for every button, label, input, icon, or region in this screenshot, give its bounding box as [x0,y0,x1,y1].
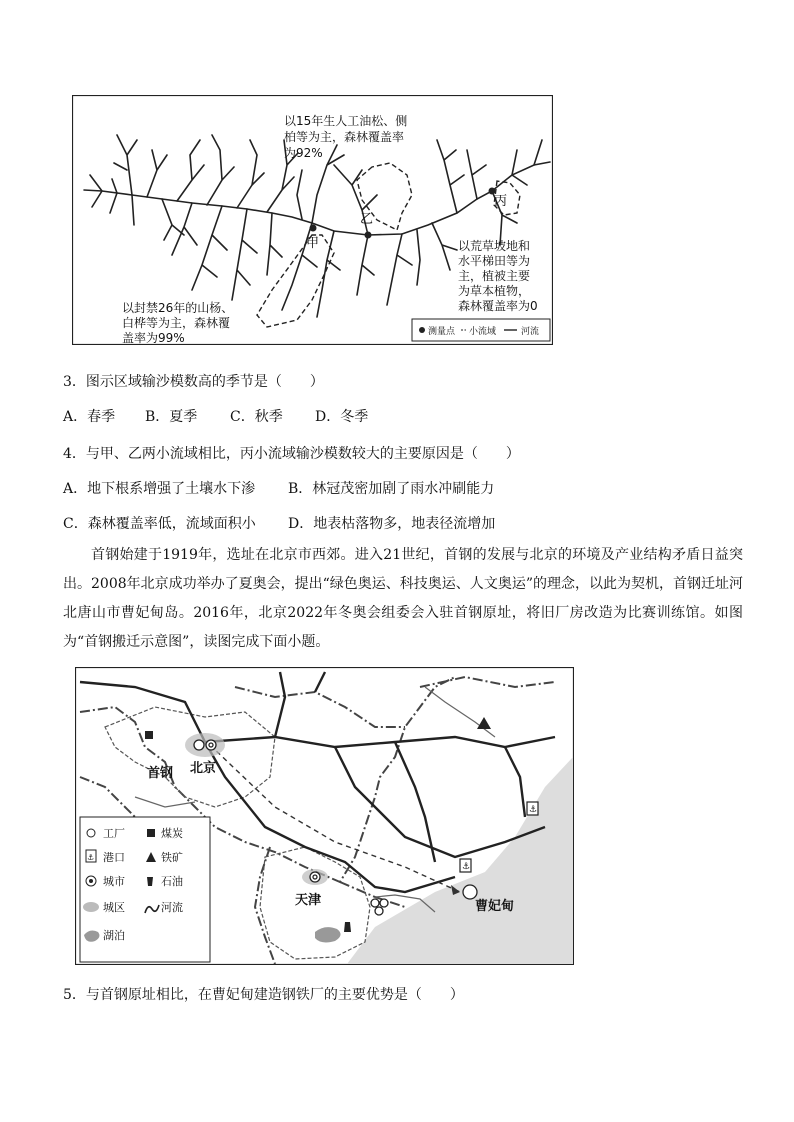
annot-right-line1: 以荒草坡地和 [458,239,531,253]
coal-marker [145,731,153,739]
annot-bottom-line2: 白桦等为主，森林覆 [122,316,231,330]
legend-port: 港口 [103,851,125,864]
svg-text:⚓: ⚓ [462,862,471,872]
svg-text:⚓: ⚓ [529,805,538,815]
legend-fig1 [412,319,550,341]
figure-shougang-map [75,667,574,965]
oil-marker [344,922,351,932]
q4-option-b: B．林冠茂密加剧了雨水冲刷能力 [288,481,495,497]
label-tianjin: 天津 [295,893,322,908]
annot-top-line1: 以15年生人工油松、侧 [284,114,408,128]
q4-option-d: D．地表枯落物多，地表径流增加 [288,516,496,532]
legend-iron: 铁矿 [161,851,183,864]
annot-bottom-line3: 盖率为99% [122,331,185,345]
beijing-urban [185,733,225,757]
annot-top-line2: 柏等为主，森林覆盖率 [284,130,405,144]
annot-right-line4: 为草本植物， [458,284,531,298]
station-yi [365,232,372,239]
svg-text:⚓: ⚓ [87,853,95,862]
annot-top-line3: 为92% [284,146,323,160]
q3-option-c: C．秋季 [230,409,283,425]
legend-oil: 石油 [161,875,183,888]
figure-river-basins [72,95,553,345]
q5-stem: 5．与首钢原址相比，在曹妃甸建造钢铁厂的主要优势是（ ） [63,987,464,1003]
annot-bottom-line1: 以封禁26年的山杨、 [122,301,234,315]
label-shougang: 首钢 [147,766,174,781]
q3-stem: 3．图示区域输沙模数高的季节是（ ） [63,374,324,390]
legend-coal: 煤炭 [161,827,183,840]
legend-lake: 湖泊 [103,929,125,942]
legend-river-label: 河流 [521,327,540,337]
q3-option-b: B．夏季 [145,409,198,425]
legend-river: 河流 [161,901,183,914]
legend-fig2 [80,817,210,962]
annot-right-line3: 主，植被主要 [458,269,531,283]
annot-right-line2: 水平梯田等为 [458,254,531,268]
q3-option-d: D．冬季 [315,409,369,425]
station-jia [310,225,317,232]
label-caofeidian: 曹妃甸 [475,899,515,914]
svg-text:以荒草坡地和 水平梯田等为 主，植被主要 [458,238,538,313]
label-yi: 乙 [360,212,374,227]
annot-right-line5: 森林覆盖率为0 [458,299,538,313]
legend-factory: 工厂 [103,827,125,840]
legend-city: 城市 [103,875,125,888]
q4-option-c: C．森林覆盖率低，流域面积小 [63,516,256,532]
passage-shougang: 首钢始建于1919年，选址在北京市西郊。进入21世纪，首钢的发展与北京的环境及产业结构矛盾日益突出。2008年北京成功举办了夏奥会，提出“绿色奥运、科技奥运、人文奥运”的理念，以此为契机，首钢迁址河北唐山市曹妃甸岛。2016年，北京2022年冬奥会组委会入驻首钢原址，将旧厂房改造为比赛训练馆。如图为“首钢搬迁示意图”，读图完成下面小题。 [63,547,743,650]
q4-option-a: A．地下根系增强了土壤水下渗 [63,481,256,497]
legend-basin-label: 小流域 [469,327,497,337]
q4-stem: 4．与甲、乙两小流域相比，丙小流域输沙模数较大的主要原因是（ ） [63,446,520,462]
legend-station-label: 测量点 [428,327,456,337]
label-bing: 丙 [494,194,508,209]
legend-urban: 城区 [103,901,125,914]
label-beijing: 北京 [190,761,217,776]
label-jia: 甲 [306,236,320,251]
q3-option-a: A．春季 [63,409,116,425]
